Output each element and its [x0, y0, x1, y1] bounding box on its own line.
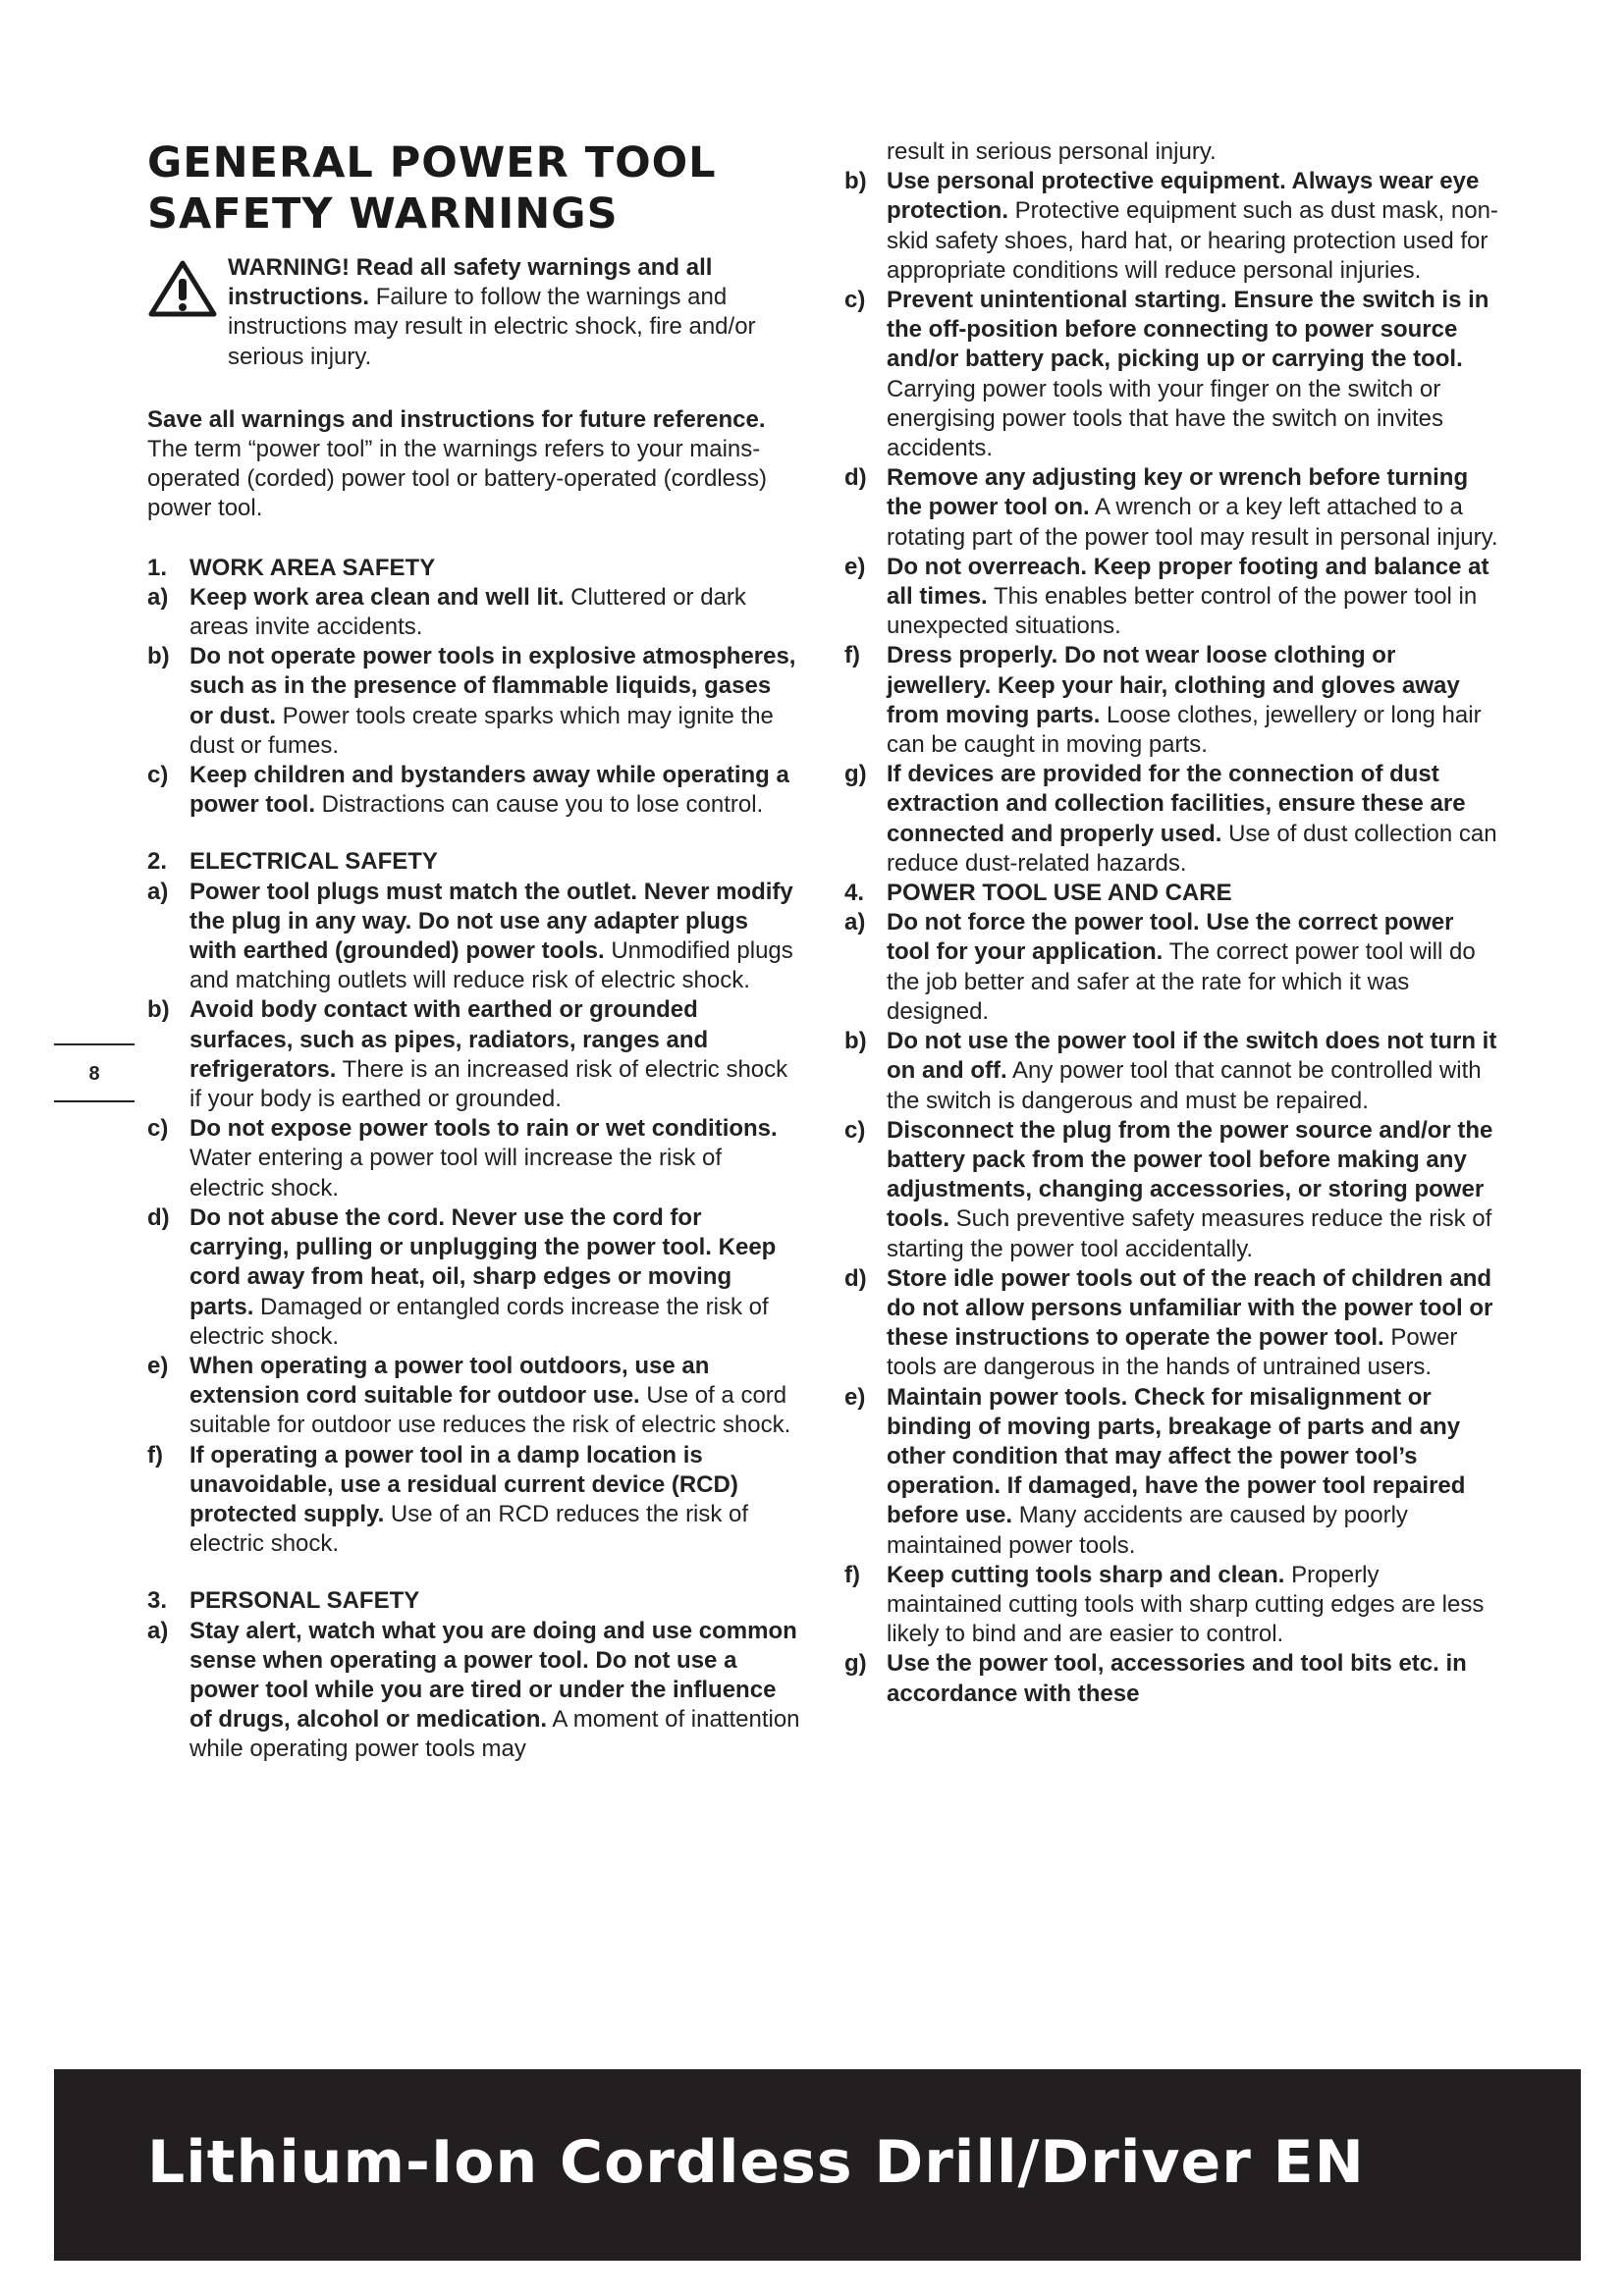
page-number-value: 8 [88, 1063, 100, 1085]
item-letter: c) [147, 1115, 169, 1143]
item-heading: Avoid body contact with earthed or grounded surfaces, such as pipes, radiators, ranges and refrigerators. [189, 996, 709, 1083]
section-title: PERSONAL SAFETY [189, 1587, 420, 1615]
item-text: Such preventive safety measures reduce the risk of starting the power tool accidentally. [887, 1205, 1492, 1262]
item-heading: Keep children and bystanders away while operating a power tool. [189, 762, 789, 819]
list-item [844, 1649, 1500, 1708]
item-letter: a) [147, 583, 169, 611]
warning-triangle-icon [147, 259, 218, 318]
warning-text [147, 253, 800, 372]
item-letter: a) [147, 878, 169, 905]
list-item [844, 1383, 1500, 1561]
continuation-text: result in serious personal injury. [887, 138, 1217, 165]
item-text: Distractions can cause you to lose control. [321, 791, 764, 819]
page-number-rule-bottom [54, 1100, 135, 1102]
list-item [844, 760, 1500, 879]
list-item [147, 1617, 800, 1765]
section-heading [844, 879, 1500, 908]
section-title: WORK AREA SAFETY [189, 554, 436, 581]
item-letter: d) [844, 464, 867, 492]
item-text: Power tools are dangerous in the hands of untrained users. [887, 1324, 1458, 1381]
list-item [147, 1441, 800, 1560]
section-number: 3. [147, 1587, 168, 1615]
list-item [844, 908, 1500, 1027]
item-heading: Disconnect the plug from the power source and/or the battery pack from the power tool before making any adjustments, changing accessories, or storing power tools. [887, 1116, 1493, 1233]
item-text: Damaged or entangled cords increase the risk of electric shock. [189, 1293, 769, 1350]
section-heading [147, 847, 800, 877]
list-item [844, 1116, 1500, 1264]
list-item [844, 1027, 1500, 1116]
list-item [844, 641, 1500, 760]
item-letter: b) [147, 996, 170, 1024]
item-text: This enables better control of the power tool in unexpected situations. [887, 583, 1478, 640]
item-text: There is an increased risk of electric shock if your body is earthed or grounded. [189, 1055, 788, 1113]
item-letter: c) [844, 1116, 866, 1144]
section-number: 1. [147, 554, 168, 581]
save-body: The term “power tool” in the warnings refers to your mains-operated (corded) power tool or battery-operated (cordless) power tool. [147, 436, 767, 522]
list-item [844, 167, 1500, 286]
item-heading: When operating a power tool outdoors, use an extension cord suitable for outdoor use. [189, 1352, 710, 1410]
list-item [844, 553, 1500, 642]
item-letter: e) [844, 1383, 866, 1411]
item-text: A moment of inattention while operating power tools may [189, 1706, 800, 1763]
item-letter: f) [844, 642, 860, 669]
item-text: Use of an RCD reduces the risk of electric shock. [189, 1500, 749, 1558]
item-letter: e) [844, 553, 866, 580]
item-text: Protective equipment such as dust mask, non-skid safety shoes, hard hat, or hearing protection used for appropriate conditions will reduce personal injuries. [887, 197, 1498, 284]
list-item [147, 1114, 800, 1203]
item-heading: Do not force the power tool. Use the correct power tool for your application. [887, 909, 1454, 966]
item-text: Properly maintained cutting tools with sharp cutting edges are less likely to bind and are easier to control. [887, 1561, 1485, 1648]
item-heading: Keep cutting tools sharp and clean. [887, 1561, 1285, 1588]
item-heading: Keep work area clean and well lit. [189, 583, 565, 611]
item-letter: d) [147, 1203, 170, 1231]
list-item [147, 995, 800, 1114]
section-number: 4. [844, 880, 865, 907]
item-text: A wrench or a key left attached to a rotating part of the power tool may result in personal injury. [887, 494, 1498, 551]
section-power-tool-use-and-care [844, 879, 1500, 1709]
list-item [147, 878, 800, 996]
save-heading: Save all warnings and instructions for future reference. [147, 405, 766, 433]
warning-body: Failure to follow the warnings and instructions may result in electric shock, fire and/or serious injury. [228, 284, 756, 370]
left-column [147, 137, 800, 1792]
item-heading: Store idle power tools out of the reach of children and do not allow persons unfamiliar with the power tool or these instructions to operate the power tool. [887, 1264, 1493, 1352]
item-text: The correct power tool will do the job better and safer at the rate for which it was designed. [887, 938, 1476, 1025]
item-heading: Use the power tool, accessories and tool bits etc. in accordance with these [887, 1650, 1467, 1707]
warning-block [147, 253, 800, 372]
item-text: Any power tool that cannot be controlled with the switch is dangerous and must be repaired. [887, 1057, 1482, 1114]
item-text: Use of dust collection can reduce dust-related hazards. [887, 820, 1497, 877]
footer-banner [54, 2069, 1581, 2261]
section-work-area-safety [147, 554, 800, 821]
warning-heading: WARNING! Read all safety warnings and all instructions. [228, 254, 713, 311]
item-heading: Do not operate power tools in explosive atmospheres, such as in the presence of flammable liquids, gases or dust. [189, 643, 796, 729]
item-letter: c) [844, 287, 866, 314]
item-heading: Dress properly. Do not wear loose clothing or jewellery. Keep your hair, clothing and gloves away from moving parts. [887, 642, 1460, 728]
list-item [147, 583, 800, 642]
item-text: Unmodified plugs and matching outlets will reduce risk of electric shock. [189, 937, 793, 994]
item-heading: If operating a power tool in a damp location is unavoidable, use a residual current device (RCD) protected supply. [189, 1441, 738, 1527]
list-item [844, 463, 1500, 553]
item-letter: g) [844, 1650, 867, 1678]
item-text: Carrying power tools with your finger on the switch or energising power tools that have the switch on invites accidents. [887, 375, 1443, 462]
item-letter: b) [844, 1028, 867, 1055]
item-letter: b) [844, 168, 867, 195]
section-number: 2. [147, 848, 168, 876]
section-title: ELECTRICAL SAFETY [189, 848, 438, 876]
list-item [147, 642, 800, 761]
page-number [54, 1043, 135, 1102]
item-letter: d) [844, 1264, 867, 1292]
item-letter: e) [147, 1352, 169, 1379]
item-heading: Maintain power tools. Check for misalignment or binding of moving parts, breakage of parts and any other condition that may affect the power tool’s operation. If damaged, have the power tool repaired before use. [887, 1383, 1466, 1529]
item-letter: c) [147, 762, 169, 789]
page-number-rule-top [54, 1043, 135, 1045]
list-item [844, 1561, 1500, 1650]
list-item [844, 1264, 1500, 1383]
right-column [844, 137, 1500, 1736]
item-heading: Use personal protective equipment. Always wear eye protection. [887, 168, 1480, 225]
item-text: Loose clothes, jewellery or long hair can be caught in moving parts. [887, 701, 1482, 759]
page-title: GENERAL POWER TOOL SAFETY WARNINGS [147, 138, 717, 239]
item-letter: g) [844, 761, 867, 788]
section-personal-safety [147, 1586, 800, 1764]
item-letter: f) [147, 1441, 163, 1468]
section-electrical-safety [147, 847, 800, 1559]
list-item [147, 1352, 800, 1441]
item-letter: f) [844, 1561, 860, 1588]
footer-title: Lithium-Ion Cordless Drill/Driver EN [147, 2128, 1365, 2197]
item-heading: Remove any adjusting key or wrench before turning the power tool on. [887, 464, 1469, 521]
item-text: Many accidents are caused by poorly maintained power tools. [887, 1502, 1408, 1559]
item-text: Water entering a power tool will increase the risk of electric shock. [189, 1145, 723, 1201]
section-heading [147, 1586, 800, 1616]
section-title: POWER TOOL USE AND CARE [887, 880, 1232, 907]
item-text: Cluttered or dark areas invite accidents. [189, 583, 746, 641]
item-heading: Do not use the power tool if the switch does not turn it on and off. [887, 1028, 1497, 1085]
item-heading: Do not overreach. Keep proper footing and balance at all times. [887, 553, 1489, 611]
list-item [147, 761, 800, 820]
item-letter: a) [147, 1617, 169, 1644]
list-item [844, 286, 1500, 463]
item-letter: a) [844, 909, 866, 936]
item-text: Power tools create sparks which may ignite the dust or fumes. [189, 702, 774, 759]
item-heading: Stay alert, watch what you are doing and use common sense when operating a power tool. Do not use a power tool while you are tired or under the influence of drugs, alcohol or medication. [189, 1617, 797, 1734]
item-heading: Do not abuse the cord. Never use the cord for carrying, pulling or unplugging the power tool. Keep cord away from heat, oil, sharp edges or moving parts. [189, 1203, 777, 1320]
save-instructions [147, 405, 800, 524]
item-heading: If devices are provided for the connection of dust extraction and collection facilities, ensure these are connected and properly used. [887, 761, 1466, 847]
item-text: Use of a cord suitable for outdoor use reduces the risk of electric shock. [189, 1382, 791, 1439]
item-heading: Do not expose power tools to rain or wet conditions. [189, 1115, 778, 1143]
section-heading [147, 554, 800, 583]
item-letter: b) [147, 643, 170, 670]
item-heading: Power tool plugs must match the outlet. Never modify the plug in any way. Do not use any adapter plugs with earthed (grounded) power tools. [189, 878, 793, 965]
item-heading: Prevent unintentional starting. Ensure the switch is in the off-position before connecting to power source and/or battery pack, picking up or carrying the tool. [887, 287, 1489, 373]
list-item [147, 1203, 800, 1352]
